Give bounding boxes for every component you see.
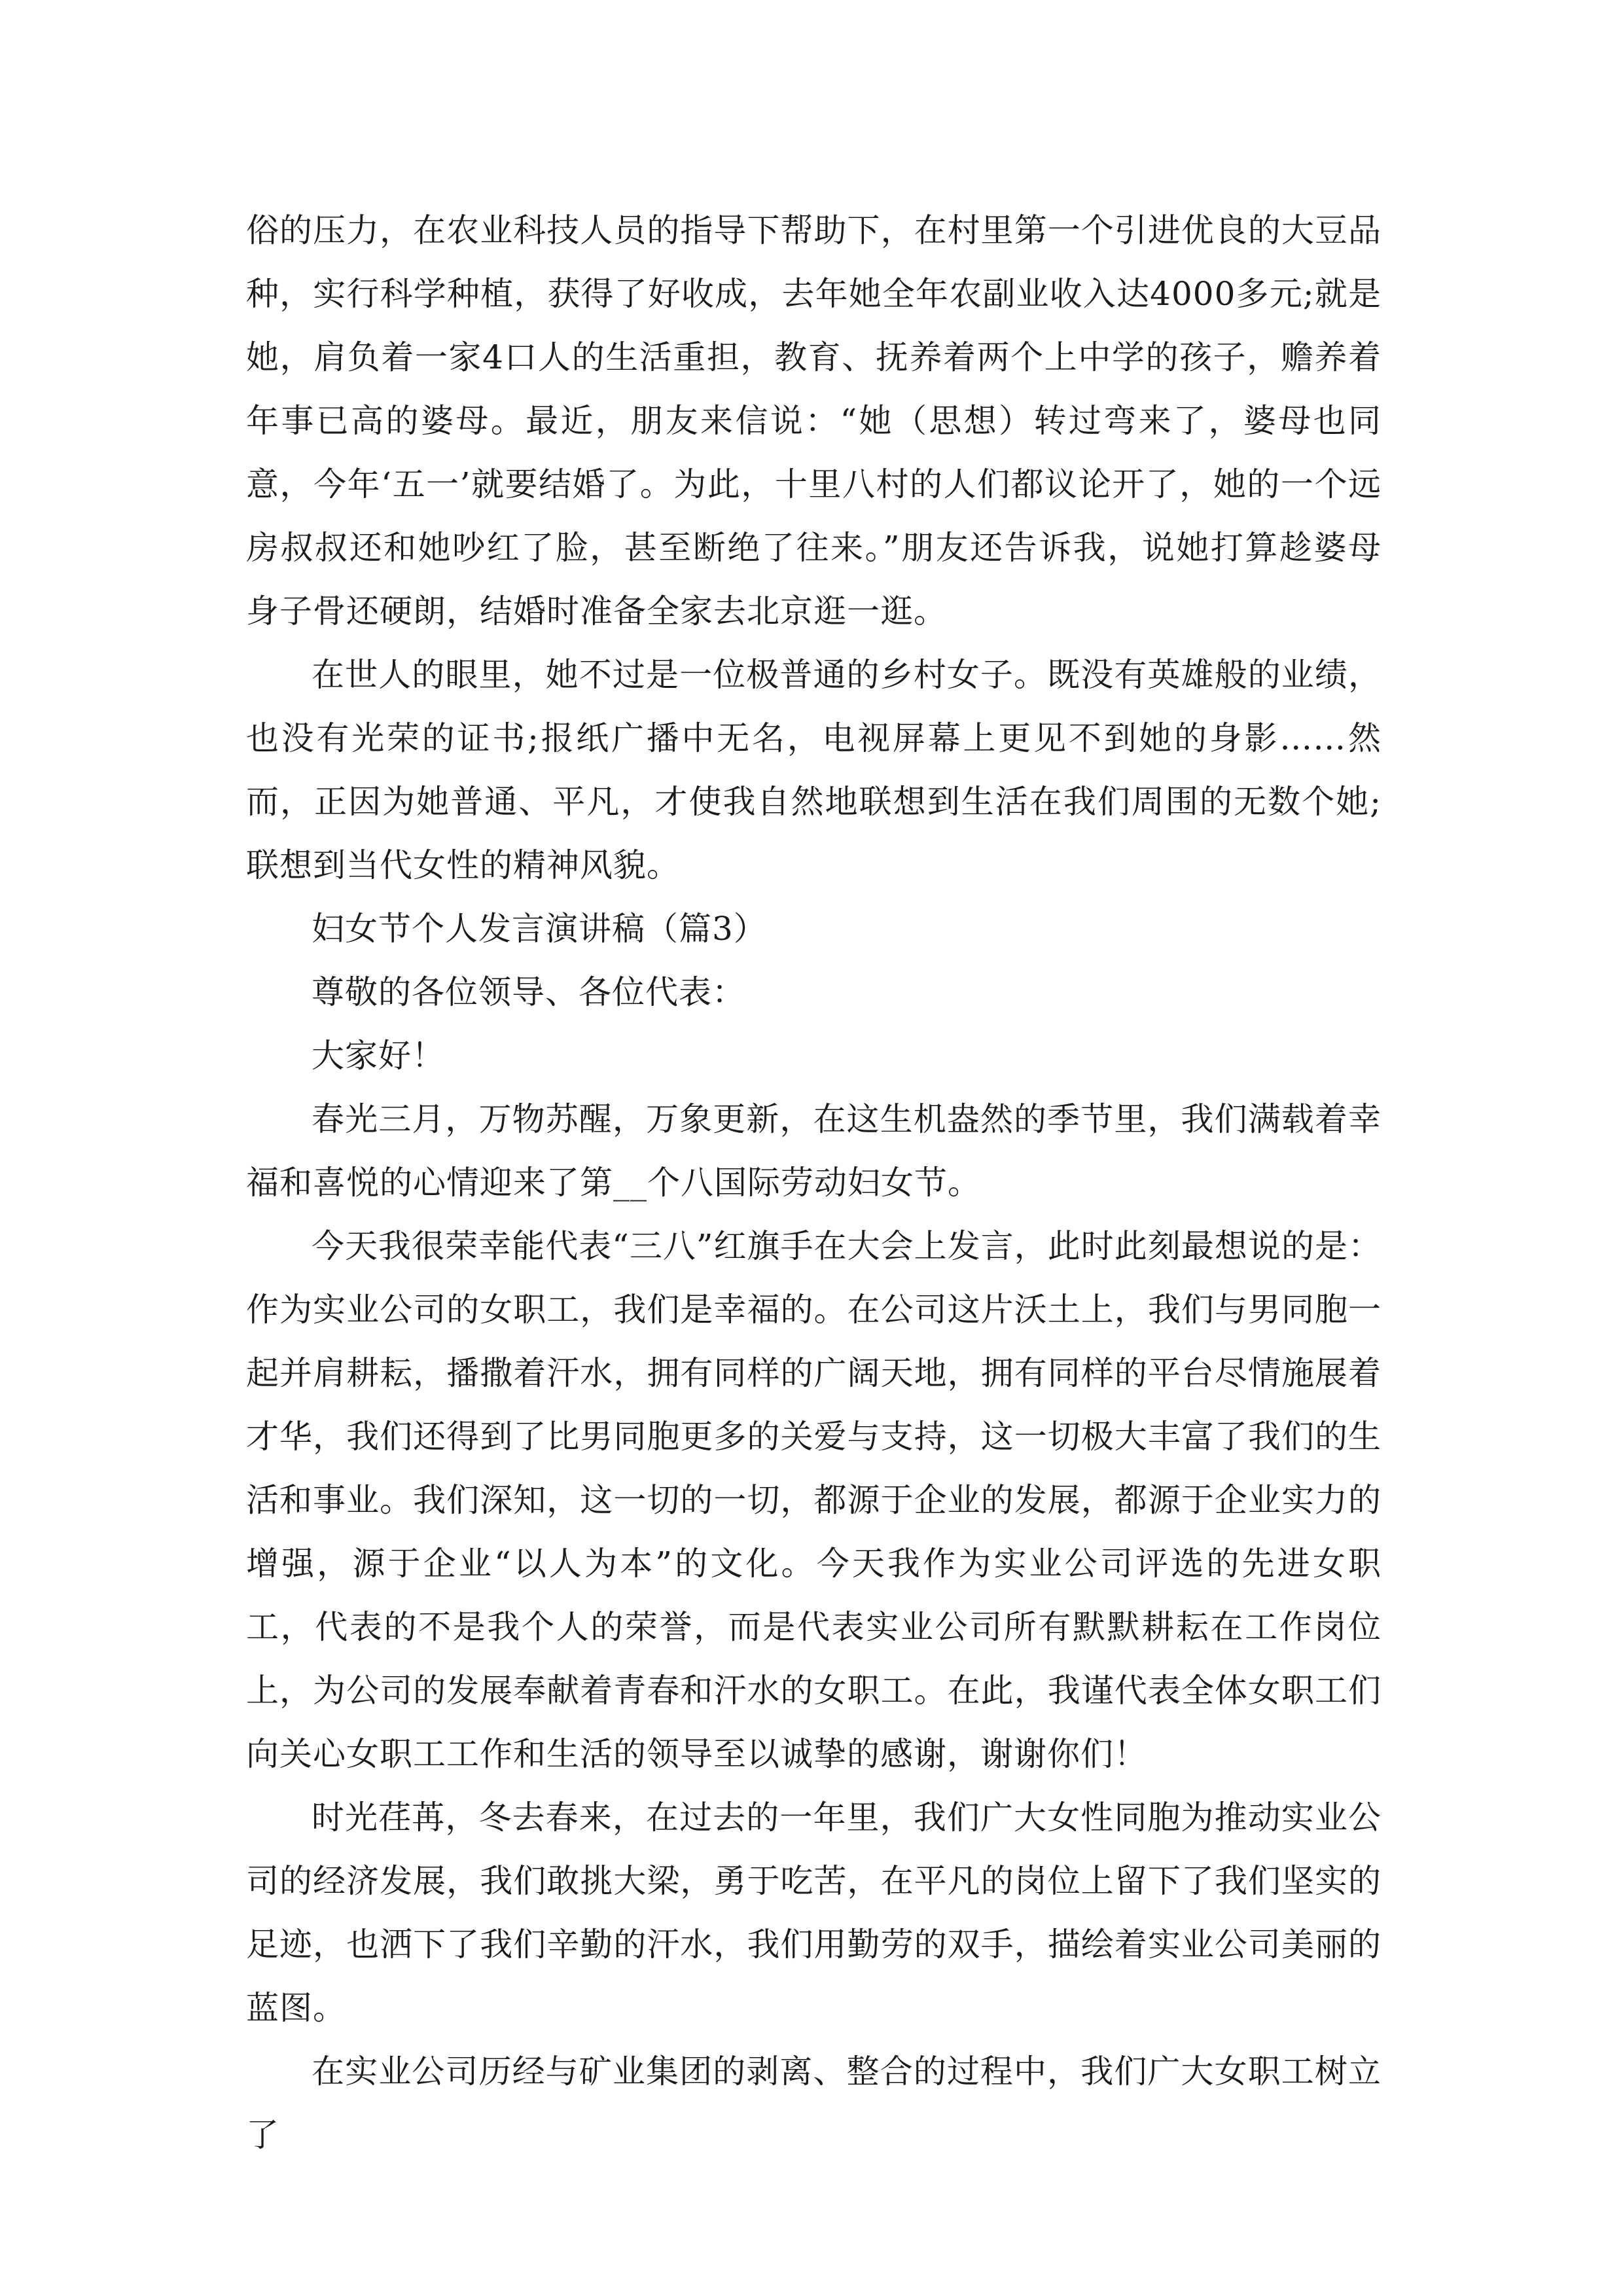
document-body — [246, 199, 1382, 2167]
paragraph-past-year: 时光荏苒，冬去春来，在过去的一年里，我们广大女性同胞为推动实业公司的经济发展，我们敢挑大梁，勇于吃苦，在平凡的岗位上留下了我们坚实的足迹，也洒下了我们辛勤的汗水，我们用勤劳的双手，描绘着实业公司美丽的蓝图。 — [246, 1799, 1382, 2027]
paragraph-continuation: 俗的压力，在农业科技人员的指导下帮助下，在村里第一个引进优良的大豆品种，实行科学种植，获得了好收成，去年她全年农副业收入达4000多元;就是她，肩负着一家4口人的生活重担，教育、抚养着两个上中学的孩子，赡养着年事已高的婆母。最近，朋友来信说：“她（思想）转过弯来了，婆母也同意，今年‘五一’就要结婚了。为此，十里八村的人们都议论开了，她的一个远房叔叔还和她吵红了脸，甚至断绝了往来。”朋友还告诉我，说她打算趁婆母身子骨还硬朗，结婚时准备全家去北京逛一逛。 — [246, 211, 1382, 630]
paragraph-restructuring: 在实业公司历经与矿业集团的剥离、整合的过程中，我们广大女职工树立了 — [246, 2053, 1382, 2154]
salutation: 尊敬的各位领导、各位代表： — [312, 973, 745, 1011]
paragraph-ordinary-woman: 在世人的眼里，她不过是一位极普通的乡村女子。既没有英雄般的业绩，也没有光荣的证书;报纸广播中无名，电视屏幕上更见不到她的身影……然而，正因为她普通、平凡，才使我自然地联想到生活在我们周围的无数个她;联想到当代女性的精神风貌。 — [246, 656, 1382, 884]
paragraph-honor: 今天我很荣幸能代表“三八”红旗手在大会上发言，此时此刻最想说的是：作为实业公司的女职工，我们是幸福的。在公司这片沃土上，我们与男同胞一起并肩耕耘，播撒着汗水，拥有同样的广阔天地，拥有同样的平台尽情施展着才华，我们还得到了比男同胞更多的关爱与支持，这一切极大丰富了我们的生活和事业。我们深知，这一切的一切，都源于企业的发展，都源于企业实力的增强，源于企业“以人为本”的文化。今天我作为实业公司评选的先进女职工，代表的不是我个人的荣誉，而是代表实业公司所有默默耕耘在工作岗位上，为公司的发展奉献着青春和汗水的女职工。在此，我谨代表全体女职工们向关心女职工工作和生活的领导至以诚挚的感谢，谢谢你们！ — [246, 1227, 1382, 1773]
greeting: 大家好！ — [312, 1037, 445, 1075]
paragraph-spring: 春光三月，万物苏醒，万象更新，在这生机盎然的季节里，我们满载着幸福和喜悦的心情迎来了第__个八国际劳动妇女节。 — [246, 1100, 1382, 1202]
section-heading: 妇女节个人发言演讲稿（篇3） — [312, 910, 767, 948]
